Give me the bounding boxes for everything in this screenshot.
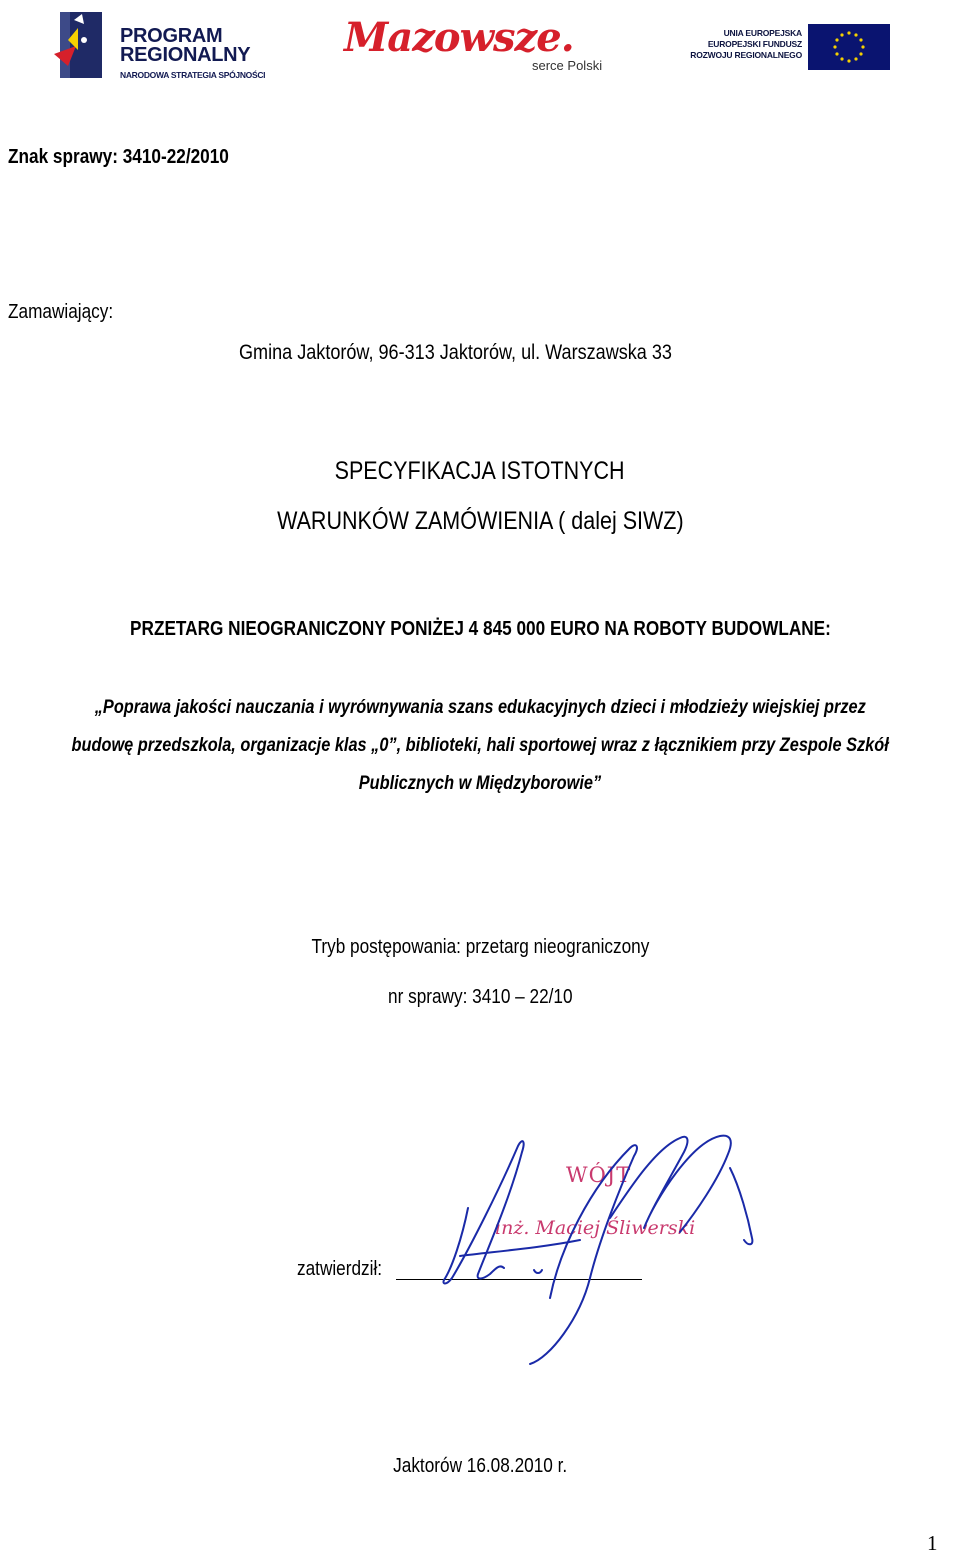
stamp-title: WÓJT bbox=[566, 1163, 632, 1187]
procedure-mode bbox=[0, 936, 960, 959]
case-number bbox=[0, 986, 960, 1009]
subject-line2-text: budowę przedszkola, organizacje klas „0”, biblioteki, hali sportowej wraz z łącznikiem przy Zespole Szkół bbox=[71, 735, 889, 756]
procedure-mode-text: Tryb postępowania: przetarg nieograniczony bbox=[311, 936, 649, 958]
program-logo-line1: PROGRAM bbox=[120, 25, 223, 47]
tender-type bbox=[0, 618, 960, 641]
document-date bbox=[0, 1455, 960, 1478]
customer-value: Gmina Jaktorów, 96-313 Jaktorów, ul. Warszawska 33 bbox=[239, 341, 672, 364]
page-number: 1 bbox=[927, 1531, 938, 1555]
program-emblem-icon bbox=[54, 10, 102, 80]
subject-line3-text: Publicznych w Międzyborowie” bbox=[358, 773, 602, 794]
document-title-line2-text: WARUNKÓW ZAMÓWIENIA ( dalej SIWZ) bbox=[276, 507, 684, 535]
subject-line1 bbox=[0, 697, 960, 719]
subject-line2 bbox=[0, 735, 960, 757]
mazowsze-wordmark: Mazowsze. bbox=[344, 14, 574, 61]
program-regionalny-logo bbox=[54, 10, 314, 82]
tender-type-text: PRZETARG NIEOGRANICZONY PONIŻEJ 4 845 000 EURO NA ROBOTY BUDOWLANE: bbox=[129, 618, 831, 640]
eu-logo-line3: ROZWOJU REGIONALNEGO bbox=[690, 50, 802, 60]
eu-logo-line1: UNIA EUROPEJSKA bbox=[723, 28, 802, 38]
document-title-line2 bbox=[0, 507, 960, 536]
handwritten-signature bbox=[430, 1128, 770, 1368]
case-number-text: nr sprawy: 3410 – 22/10 bbox=[387, 986, 573, 1008]
program-logo-line2: REGIONALNY bbox=[120, 44, 251, 66]
stamp-name: inż. Maciej Śliwerski bbox=[495, 1217, 696, 1239]
program-logo-line3: NARODOWA STRATEGIA SPÓJNOŚCI bbox=[120, 70, 266, 80]
customer-label: Zamawiający: bbox=[8, 301, 114, 323]
eu-logo-text bbox=[654, 28, 802, 61]
subject-line3 bbox=[0, 773, 960, 795]
eu-logo-line2: EUROPEJSKI FUNDUSZ bbox=[707, 39, 802, 49]
document-date-text: Jaktorów 16.08.2010 r. bbox=[392, 1455, 568, 1477]
eu-logo bbox=[654, 24, 890, 72]
mazowsze-logo bbox=[344, 14, 620, 78]
document-title-line1 bbox=[0, 457, 960, 486]
mazowsze-tagline: serce Polski bbox=[532, 58, 603, 73]
subject-line1-text: „Poprawa jakości nauczania i wyrównywania szans edukacyjnych dzieci i młodzieży wiejskiej przez bbox=[94, 697, 866, 718]
document-title-line1-text: SPECYFIKACJA ISTOTNYCH bbox=[335, 457, 625, 485]
eu-flag-icon bbox=[808, 24, 890, 70]
approved-by-label: zatwierdził: bbox=[297, 1258, 383, 1280]
case-reference: Znak sprawy: 3410-22/2010 bbox=[8, 146, 229, 168]
